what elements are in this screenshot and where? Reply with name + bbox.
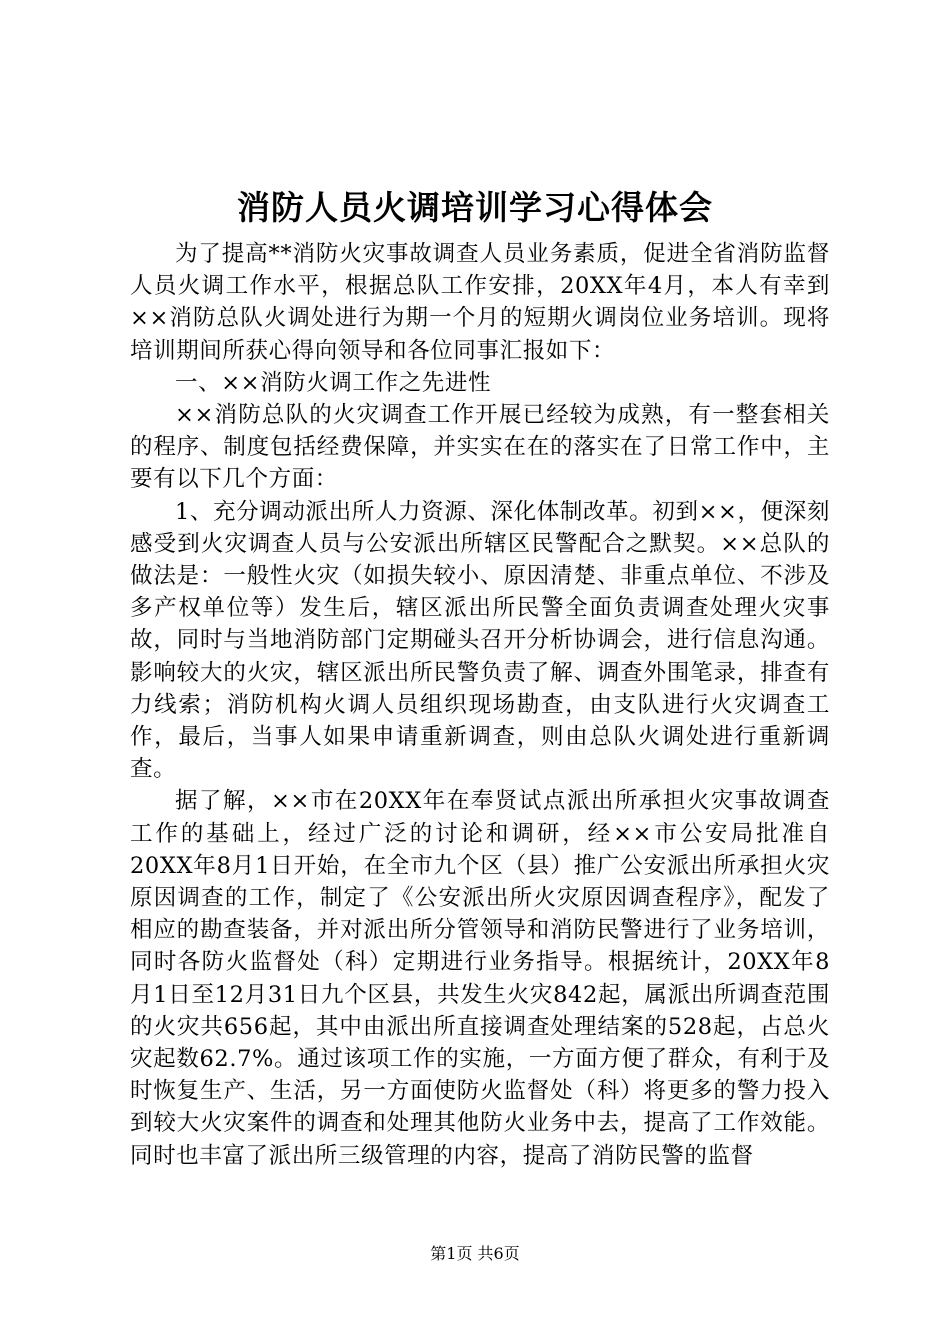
paragraph-intro: 为了提高**消防火灾事故调查人员业务素质，促进全省消防监督人员火调工作水平，根据总队工作安排，20XX年4月，本人有幸到××消防总队火调处进行为期一个月的短期火调岗位业务培训。现将培训期间所获心得向领导和各位同事汇报如下： <box>130 241 830 364</box>
section-heading-1: 一、××消防火调工作之先进性 <box>175 369 492 396</box>
paragraph-statistics: 据了解，××市在20XX年在奉贤试点派出所承担火灾事故调查工作的基础上，经过广泛的讨论和调研，经××市公安局批准自20XX年8月1日开始，在全市九个区（县）推广公安派出所承担火灾原因调查的工作，制定了《公安派出所火灾原因调查程序》，配发了相应的勘查装备，并对派出所分管领导和消防民警进行了业务培训，同时各防火监督处（科）定期进行业务指导。根据统计，20XX年8月1日至12月31日九个区县，共发生火灾842起，属派出所调查范围的火灾共656起，其中由派出所直接调查处理结案的528起，占总火灾起数62.7%。通过该项工作的实施，一方面方便了群众，有利于及时恢复生产、生活，另一方面使防火监督处（科）将更多的警力投入到较大火灾案件的调查和处理其他防火业务中去，提高了工作效能。同时也丰富了派出所三级管理的内容，提高了消防民警的监督 <box>130 788 830 1169</box>
paragraph-point-1: 1、充分调动派出所人力资源、深化体制改革。初到××，便深刻感受到火灾调查人员与公安派出所辖区民警配合之默契。××总队的做法是：一般性火灾（如损失较小、原因清楚、非重点单位、不涉及多产权单位等）发生后，辖区派出所民警全面负责调查处理火灾事故，同时与当地消防部门定期碰头召开分析协调会，进行信息沟通。影响较大的火灾，辖区派出所民警负责了解、调查外围笔录，排查有力线索；消防机构火调人员组织现场勘查，由支队进行火灾调查工作，最后，当事人如果申请重新调查，则由总队火调处进行重新调查。 <box>130 498 830 783</box>
page-number-footer: 第1页 共6页 <box>430 1244 520 1263</box>
document-title: 消防人员火调培训学习心得体会 <box>237 188 713 227</box>
paragraph-overview: ××消防总队的火灾调查工作开展已经较为成熟，有一整套相关的程序、制度包括经费保障，并实实在在的落实在了日常工作中，主要有以下几个方面： <box>130 402 830 493</box>
document-body <box>130 238 830 1172</box>
